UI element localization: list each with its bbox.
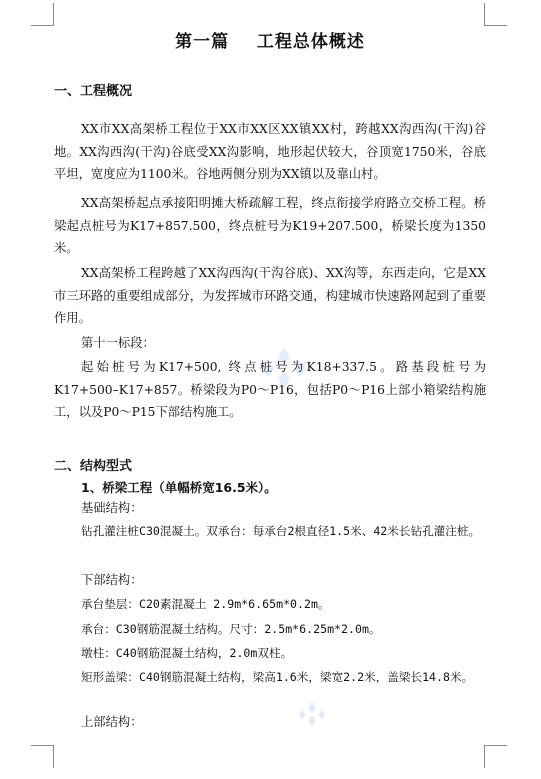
text-foundation: 钻孔灌注桩C30混凝土。双承台：每承台2根直径1.5米、42米长钻孔灌注桩。 bbox=[81, 524, 481, 538]
text-cushion: 承台垫层：C20素混凝土 2.9m*6.65m*0.2m。 bbox=[81, 597, 330, 611]
paragraph-location: XX市XX高架桥工程位于XX市XX区XX镇XX村，跨越XX沟西沟(干沟)谷地。XX沟西沟(干沟)谷底受XX沟影响，地形起伏较大，谷顶宽1750米，谷底平坦，宽度应为1100米。谷地两侧分别为XX镇以及靠山村。 bbox=[54, 122, 486, 181]
paragraph-start-end: XX高架桥起点承接阳明摊大桥疏解工程，终点衔接学府路立交桥工程。桥梁起点桩号为K17+857.500，终点桩号为K19+207.500，桥梁长度为1350米。 bbox=[54, 196, 486, 255]
label-section-eleven: 第十一标段： bbox=[81, 336, 155, 350]
subheading-bridge: 1、桥梁工程（单幅桥宽16.5米）。 bbox=[81, 480, 277, 495]
section-heading-overview: 一、工程概况 bbox=[54, 84, 133, 99]
watermark-logo-icon-small bbox=[298, 700, 326, 732]
label-foundation: 基础结构： bbox=[81, 501, 143, 515]
crop-mark-bottom-left bbox=[31, 745, 54, 768]
label-superstructure: 上部结构： bbox=[81, 715, 143, 729]
crop-mark-bottom-right bbox=[484, 745, 507, 768]
document-title: 第一篇 工程总体概述 bbox=[175, 32, 365, 52]
text-cap: 承台：C30钢筋混凝土结构。尺寸：2.5m*6.25m*2.0m。 bbox=[81, 622, 381, 636]
paragraph-section-eleven: 起始桩号为K17+500, 终点桩号为K18+337.5。路基段桩号为K17+500–K17+857。桥梁段为P0～P16，包括P0～P16上部小箱梁结构施工，以及P0～P15下部结构施工。 bbox=[54, 360, 486, 419]
paragraph-significance: XX高架桥工程跨越了XX沟西沟(干沟谷底)、XX沟等，东西走向，它是XX市三环路的重要组成部分，为发挥城市环路交通，构建城市快速路网起到了重要作用。 bbox=[54, 266, 486, 325]
crop-mark-top-right bbox=[484, 3, 507, 26]
text-pier: 墩柱：C40钢筋混凝土结构，2.0m双柱。 bbox=[81, 646, 293, 660]
crop-mark-top-left bbox=[31, 3, 54, 26]
label-substructure: 下部结构： bbox=[81, 573, 143, 587]
text-cap-beam: 矩形盖梁：C40钢筋混凝土结构，梁高1.6米，梁宽2.2米，盖梁长14.8米。 bbox=[81, 670, 474, 684]
section-heading-structure: 二、结构型式 bbox=[54, 459, 133, 474]
